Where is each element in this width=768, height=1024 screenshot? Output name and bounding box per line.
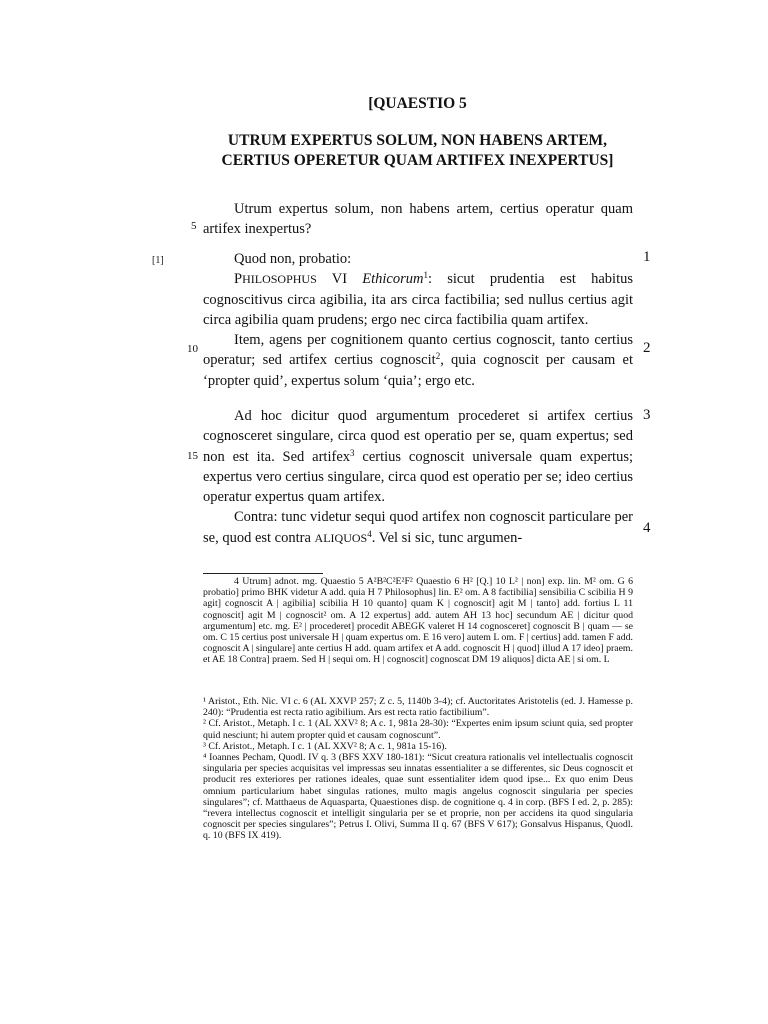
item-text-a: Item, agens per cognitionem quanto certius cognoscit, tanto certius operatur; sed artifex certius cognoscit	[203, 332, 633, 369]
ad-hoc-text-a: Ad hoc dicitur quod argumentum procederet si artifex certius cognosceret singulare, circa quod est operatio per se, quam expertus; sed non est ita. Sed artifex	[203, 408, 633, 465]
critical-apparatus	[203, 576, 633, 666]
footnote-ref-3[interactable]: 3	[350, 447, 355, 458]
philosophus-paragraph	[203, 269, 633, 330]
ethicorum-title: Ethicorum	[362, 271, 424, 288]
footnote-4: ⁴ Ioannes Pecham, Quodl. IV q. 3 (BFS XXV 180-181): “Sicut creatura rationalis vel intellectualis cognoscit singularia per species acquisitas vel impressas seu innatas essentialiter a se differentes, sic Deus cognoscit et producit res exteriores per rationes ideales, quae sunt essentialiter idem quod ipse... Ex quo enim Deus omnium particularium habet singulas rationes, multo magis angelus cognoscit singularia per species singulares”; cf. Matthaeus de Aquasparta, Quaestiones disp. de cognitione q. 4 in corp. (BFS I ed. 2, p. 285): “revera intellectus cognoscit et intelligit singularia per se et proprie, non per accidens ita quod singularia cognoscit per species singulares”; Petrus I. Olivi, Summa II q. 67 (BFS V 617); Gonsalvus Hispanus, Quodl. q. 10 (BFS IX 419).	[203, 752, 633, 842]
footnote-3: ³ Cf. Aristot., Metaph. I c. 1 (AL XXV² 8; A c. 1, 981a 15-16).	[203, 740, 447, 752]
question-number: [QUAESTIO 5	[368, 95, 467, 112]
contra-text-a: Contra: tunc videtur sequi quod artifex non cognoscit particulare per se, quod est contra	[203, 509, 633, 546]
footnotes	[203, 696, 633, 842]
section-number-3: 3	[643, 407, 651, 423]
footnote-ref-4[interactable]: 4	[367, 528, 372, 539]
footnote-divider	[203, 573, 323, 574]
question-title-line-2: CERTIUS OPERETUR QUAM ARTIFEX INEXPERTUS]	[221, 152, 614, 169]
item-text-b: , quia cognoscit per causam et ‘propter quid’, expertus solum ‘quia’; ergo etc.	[203, 352, 633, 389]
line-number-5: 5	[191, 220, 197, 232]
footnote-ref-1[interactable]: 1	[423, 270, 428, 281]
question-title-line-1: UTRUM EXPERTUS SOLUM, NON HABENS ARTEM,	[227, 132, 608, 149]
paragraph-question	[203, 199, 633, 240]
apparatus-text: 4 Utrum] adnot. mg. Quaestio 5 A²B²C²E²F² Quaestio 6 H² [Q.] 10 L² | non] exp. lin. M² om. G 6 probatio] primo BHK videtur A add. quia H 7 Philosophus] lin. E² om. A 8 factibilia] sensibilia C scibilia H 9 agit] cognoscit A | agibilia] scibilia H 10 quanto] quam K | cognoscit] agit M | tanto] add. fortius L 11 cognoscit] agit M | cognoscit² om. A 12 expertus] add. autem AH 13 hoc] secundum AE | dicitur quod argumentum] etc. mg. E² | procederet] procedit ABEGK valeret H 14 cognosceret] cognoscit B | quam — se om. C 15 certius post universale H | quam expertus om. E 16 vero] autem L om. F | certius] add. tamen F add. cognoscit A | singulare] ante certius H add. quam artifex et A add. cognoscit H | quod] illud A 17 ideo] praem. et AE 18 Contra] praem. Sed H | sequi om. H | cognoscit] cognoscat DM 19 aliquos] dicta AE | si om. L	[203, 576, 633, 666]
paragraph-ref-1: [1]	[152, 255, 164, 266]
item-paragraph	[203, 330, 633, 391]
ad-hoc-text-b: certius cognoscit universale quam expertus; expertus vero certius singulare, circa quod est operatio per se; ideo certius operatur expertus quam artifex.	[203, 448, 633, 506]
ad-hoc-paragraph	[203, 406, 633, 507]
philosophus-rest: HILOSOPHUS	[242, 272, 317, 287]
philosophus-cap: P	[234, 271, 243, 288]
philosophus-text: : sicut prudentia est habitus cognoscitivus circa agibilia, ita ars circa factibilia; sed nullus certius agit circa agibilia quam prudens; ergo nec circa factibilia quam artifex.	[203, 271, 633, 328]
question-title	[200, 131, 635, 171]
paragraph-argument-1	[203, 249, 633, 391]
footnote-2: ² Cf. Aristot., Metaph. I c. 1 (AL XXV² 8; A c. 1, 981a 28-30): “Expertes enim ipsum sciunt quia, sed propter quid nesciunt; hi autem propter quid et causam cognoscunt”.	[203, 718, 633, 741]
probatio-line: Quod non, probatio:	[234, 251, 352, 267]
contra-paragraph	[203, 507, 633, 548]
aliquos-word: ALIQUOS	[314, 530, 368, 545]
book-number: VI	[316, 271, 363, 288]
contra-text-b: . Vel si sic, tunc argumen-	[371, 529, 523, 546]
footnote-1: ¹ Aristot., Eth. Nic. VI c. 6 (AL XXVI³ 257; Z c. 5, 1140b 3-4); cf. Auctoritates Aristotelis (ed. J. Hamesse p. 240): “Prudentia est recta ratio agibilium. Ars est recta ratio factibilium”.	[203, 696, 633, 719]
section-number-4: 4	[643, 520, 651, 536]
paragraph-response	[203, 406, 633, 548]
section-number-2: 2	[643, 340, 651, 356]
line-number-15: 15	[187, 450, 198, 462]
line-number-10: 10	[187, 343, 198, 355]
section-number-1: 1	[643, 249, 651, 265]
footnote-ref-2[interactable]: 2	[435, 351, 441, 362]
question-text: Utrum expertus solum, non habens artem, certius operatur quam artifex inexpertus?	[203, 201, 633, 238]
